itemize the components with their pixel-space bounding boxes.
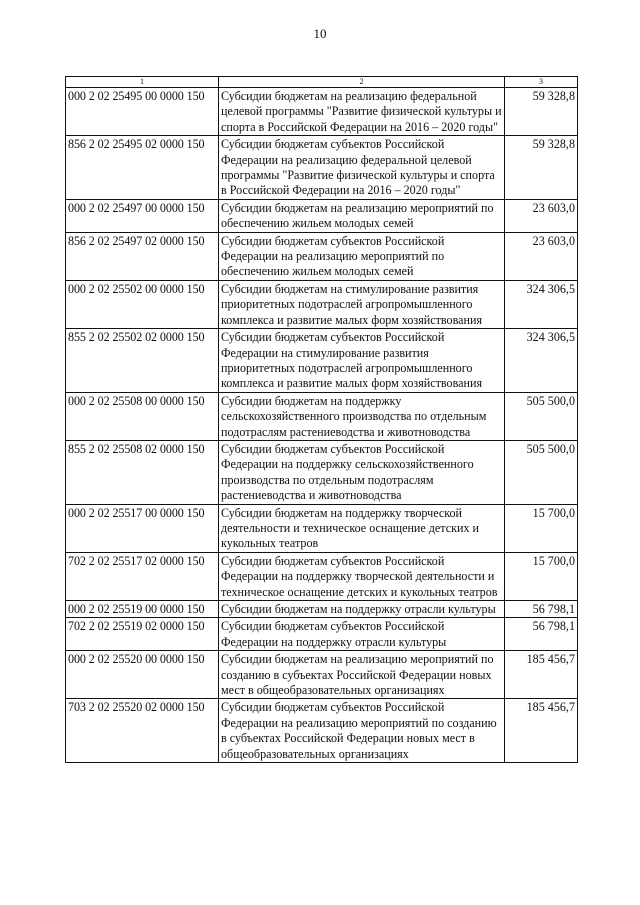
row-amount: 185 456,7 bbox=[505, 699, 578, 763]
page-number: 10 bbox=[313, 26, 327, 41]
table-row bbox=[66, 329, 578, 393]
row-description: Субсидии бюджетам на реализацию мероприятий по обеспечению жильем молодых семей bbox=[219, 199, 505, 232]
row-amount: 15 700,0 bbox=[505, 552, 578, 600]
row-amount: 505 500,0 bbox=[505, 392, 578, 440]
table-row bbox=[66, 280, 578, 328]
row-description: Субсидии бюджетам субъектов Российской Федерации на реализацию мероприятий по созданию в субъектах Российской Федерации новых мест в общеобразовательных организациях bbox=[219, 699, 505, 763]
row-description: Субсидии бюджетам субъектов Российской Федерации на реализацию федеральной целевой программы "Развитие физической культуры и спорта в Российской Федерации на 2016 – 2020 годы" bbox=[219, 136, 505, 200]
row-description: Субсидии бюджетам на стимулирование развития приоритетных подотраслей агропромышленного комплекса и развитие малых форм хозяйствования bbox=[219, 280, 505, 328]
row-code: 000 2 02 25497 00 0000 150 bbox=[66, 199, 219, 232]
row-amount: 324 306,5 bbox=[505, 280, 578, 328]
table-row bbox=[66, 88, 578, 136]
table-header bbox=[66, 77, 578, 88]
table-row bbox=[66, 392, 578, 440]
table-row bbox=[66, 440, 578, 504]
table-row bbox=[66, 232, 578, 280]
row-description: Субсидии бюджетам на реализацию мероприятий по созданию в субъектах Российской Федерации новых мест в общеобразовательных организациях bbox=[219, 651, 505, 699]
row-amount: 505 500,0 bbox=[505, 440, 578, 504]
header-col-2: 2 bbox=[219, 77, 505, 88]
row-description: Субсидии бюджетам субъектов Российской Федерации на реализацию мероприятий по обеспечению жильем молодых семей bbox=[219, 232, 505, 280]
row-code: 000 2 02 25520 00 0000 150 bbox=[66, 651, 219, 699]
row-code: 855 2 02 25502 02 0000 150 bbox=[66, 329, 219, 393]
row-code: 703 2 02 25520 02 0000 150 bbox=[66, 699, 219, 763]
row-code: 000 2 02 25517 00 0000 150 bbox=[66, 504, 219, 552]
row-code: 000 2 02 25508 00 0000 150 bbox=[66, 392, 219, 440]
row-description: Субсидии бюджетам на поддержку творческой деятельности и техническое оснащение детских и кукольных театров bbox=[219, 504, 505, 552]
row-amount: 23 603,0 bbox=[505, 232, 578, 280]
budget-table bbox=[65, 76, 578, 763]
header-col-3: 3 bbox=[505, 77, 578, 88]
row-amount: 185 456,7 bbox=[505, 651, 578, 699]
header-row bbox=[66, 77, 578, 88]
header-col-1: 1 bbox=[66, 77, 219, 88]
row-amount: 59 328,8 bbox=[505, 88, 578, 136]
table-row bbox=[66, 199, 578, 232]
row-description: Субсидии бюджетам субъектов Российской Федерации на стимулирование развития приоритетных подотраслей агропромышленного комплекса и развитие малых форм хозяйствования bbox=[219, 329, 505, 393]
row-amount: 23 603,0 bbox=[505, 199, 578, 232]
row-code: 856 2 02 25497 02 0000 150 bbox=[66, 232, 219, 280]
row-description: Субсидии бюджетам на поддержку сельскохозяйственного производства по отдельным подотраслям растениеводства и животноводства bbox=[219, 392, 505, 440]
row-code: 856 2 02 25495 02 0000 150 bbox=[66, 136, 219, 200]
table-row bbox=[66, 136, 578, 200]
table-row bbox=[66, 651, 578, 699]
row-code: 000 2 02 25519 00 0000 150 bbox=[66, 601, 219, 618]
row-amount: 56 798,1 bbox=[505, 618, 578, 651]
row-code: 702 2 02 25519 02 0000 150 bbox=[66, 618, 219, 651]
row-description: Субсидии бюджетам субъектов Российской Федерации на поддержку творческой деятельности и техническое оснащение детских и кукольных театров bbox=[219, 552, 505, 600]
row-amount: 56 798,1 bbox=[505, 601, 578, 618]
row-amount: 324 306,5 bbox=[505, 329, 578, 393]
table-body bbox=[66, 88, 578, 763]
row-code: 855 2 02 25508 02 0000 150 bbox=[66, 440, 219, 504]
table-row bbox=[66, 504, 578, 552]
table-row bbox=[66, 618, 578, 651]
row-description: Субсидии бюджетам на поддержку отрасли культуры bbox=[219, 601, 505, 618]
row-description: Субсидии бюджетам субъектов Российской Федерации на поддержку сельскохозяйственного производства по отдельным подотраслям растениеводства и животноводства bbox=[219, 440, 505, 504]
row-amount: 15 700,0 bbox=[505, 504, 578, 552]
row-code: 702 2 02 25517 02 0000 150 bbox=[66, 552, 219, 600]
row-description: Субсидии бюджетам на реализацию федеральной целевой программы "Развитие физической культуры и спорта в Российской Федерации на 2016 – 2020 годы" bbox=[219, 88, 505, 136]
table-row bbox=[66, 552, 578, 600]
table-row bbox=[66, 699, 578, 763]
table-row bbox=[66, 601, 578, 618]
row-code: 000 2 02 25502 00 0000 150 bbox=[66, 280, 219, 328]
row-code: 000 2 02 25495 00 0000 150 bbox=[66, 88, 219, 136]
row-amount: 59 328,8 bbox=[505, 136, 578, 200]
row-description: Субсидии бюджетам субъектов Российской Федерации на поддержку отрасли культуры bbox=[219, 618, 505, 651]
